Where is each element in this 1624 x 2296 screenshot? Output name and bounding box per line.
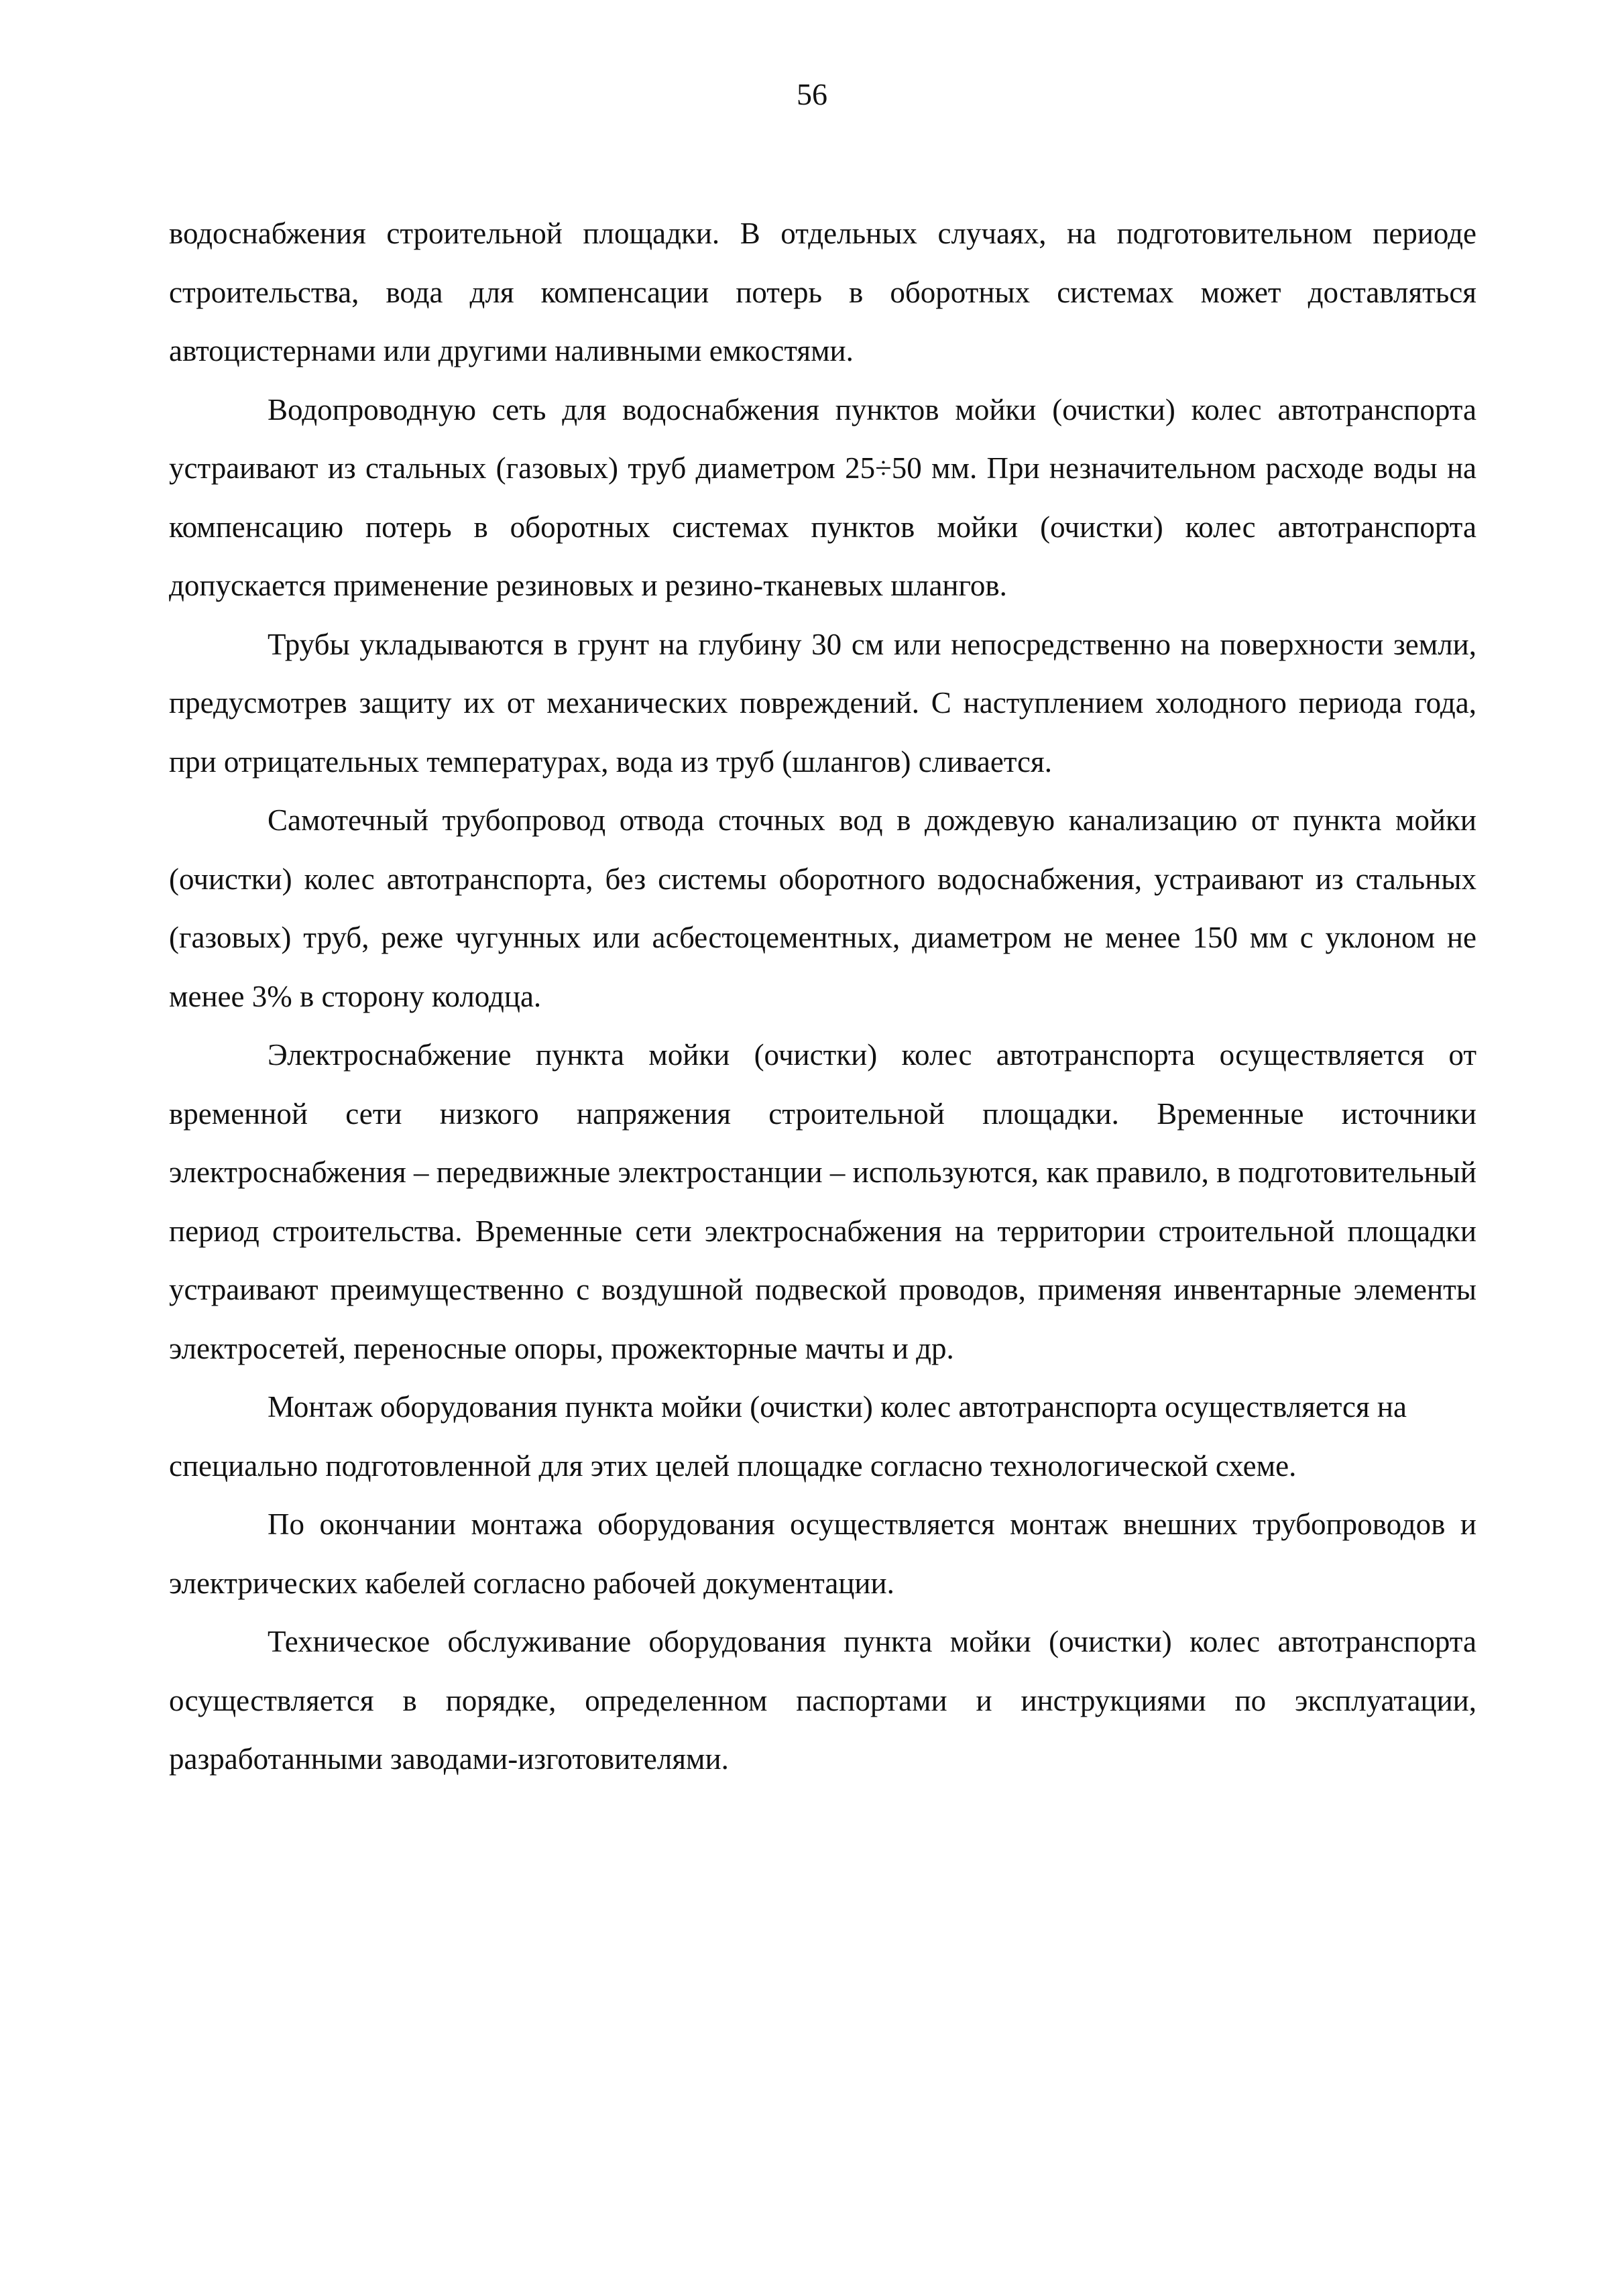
paragraph-power-supply: Электроснабжение пункта мойки (очистки) колес автотранспорта осуществляется от временной сети низкого напряжения строительной площадки. Временные источники электроснабжения – передвижные электростанции – используются, как правило, в подготовительный период строительства. Временные сети электроснабжения на территории строительной площадки устраивают преимущественно с воздушной подвеской проводов, применяя инвентарные элементы электросетей, переносные опоры, прожекторные мачты и др. [169,1038,1476,1365]
paragraph-water-supply-continuation: водоснабжения строительной площадки. В отдельных случаях, на подготовительном периоде строительства, вода для компенсации потерь в оборотных системах может доставляться автоцистернами или другими наливными емкостями. [169,217,1476,367]
paragraph-pipe-laying: Трубы укладываются в грунт на глубину 30 см или непосредственно на поверхности земли, предусмотрев защиту их от механических повреждений. С наступлением холодного периода года, при отрицательных температурах, вода из труб (шлангов) сливается. [169,627,1476,779]
paragraph-maintenance: Техническое обслуживание оборудования пункта мойки (очистки) колес автотранспорта осуществляется в порядке, определенном паспортами и инструкциями по эксплуатации, разработанными заводами-изготовителями. [169,1625,1476,1776]
paragraph-external-piping: По окончании монтажа оборудования осуществляется монтаж внешних трубопроводов и электрических кабелей согласно рабочей документации. [169,1507,1476,1600]
document-body [169,205,1476,1789]
paragraph-equipment-installation: Монтаж оборудования пункта мойки (очистки) колес автотранспорта осуществляется на специально подготовленной для этих целей площадке согласно технологической схеме. [169,1390,1407,1483]
paragraph-gravity-drain: Самотечный трубопровод отвода сточных вод в дождевую канализацию от пункта мойки (очистки) колес автотранспорта, без системы оборотного водоснабжения, устраивают из стальных (газовых) труб, реже чугунных или асбестоцементных, диаметром не менее 150 мм с уклоном не менее 3% в сторону колодца. [169,803,1476,1013]
page-number: 56 [797,77,827,111]
paragraph-water-pipe-network: Водопроводную сеть для водоснабжения пунктов мойки (очистки) колес автотранспорта устраивают из стальных (газовых) труб диаметром 25÷50 мм. При незначительном расходе воды на компенсацию потерь в оборотных системах пунктов мойки (очистки) колес автотранспорта допускается применение резиновых и резино-тканевых шлангов. [169,392,1476,602]
